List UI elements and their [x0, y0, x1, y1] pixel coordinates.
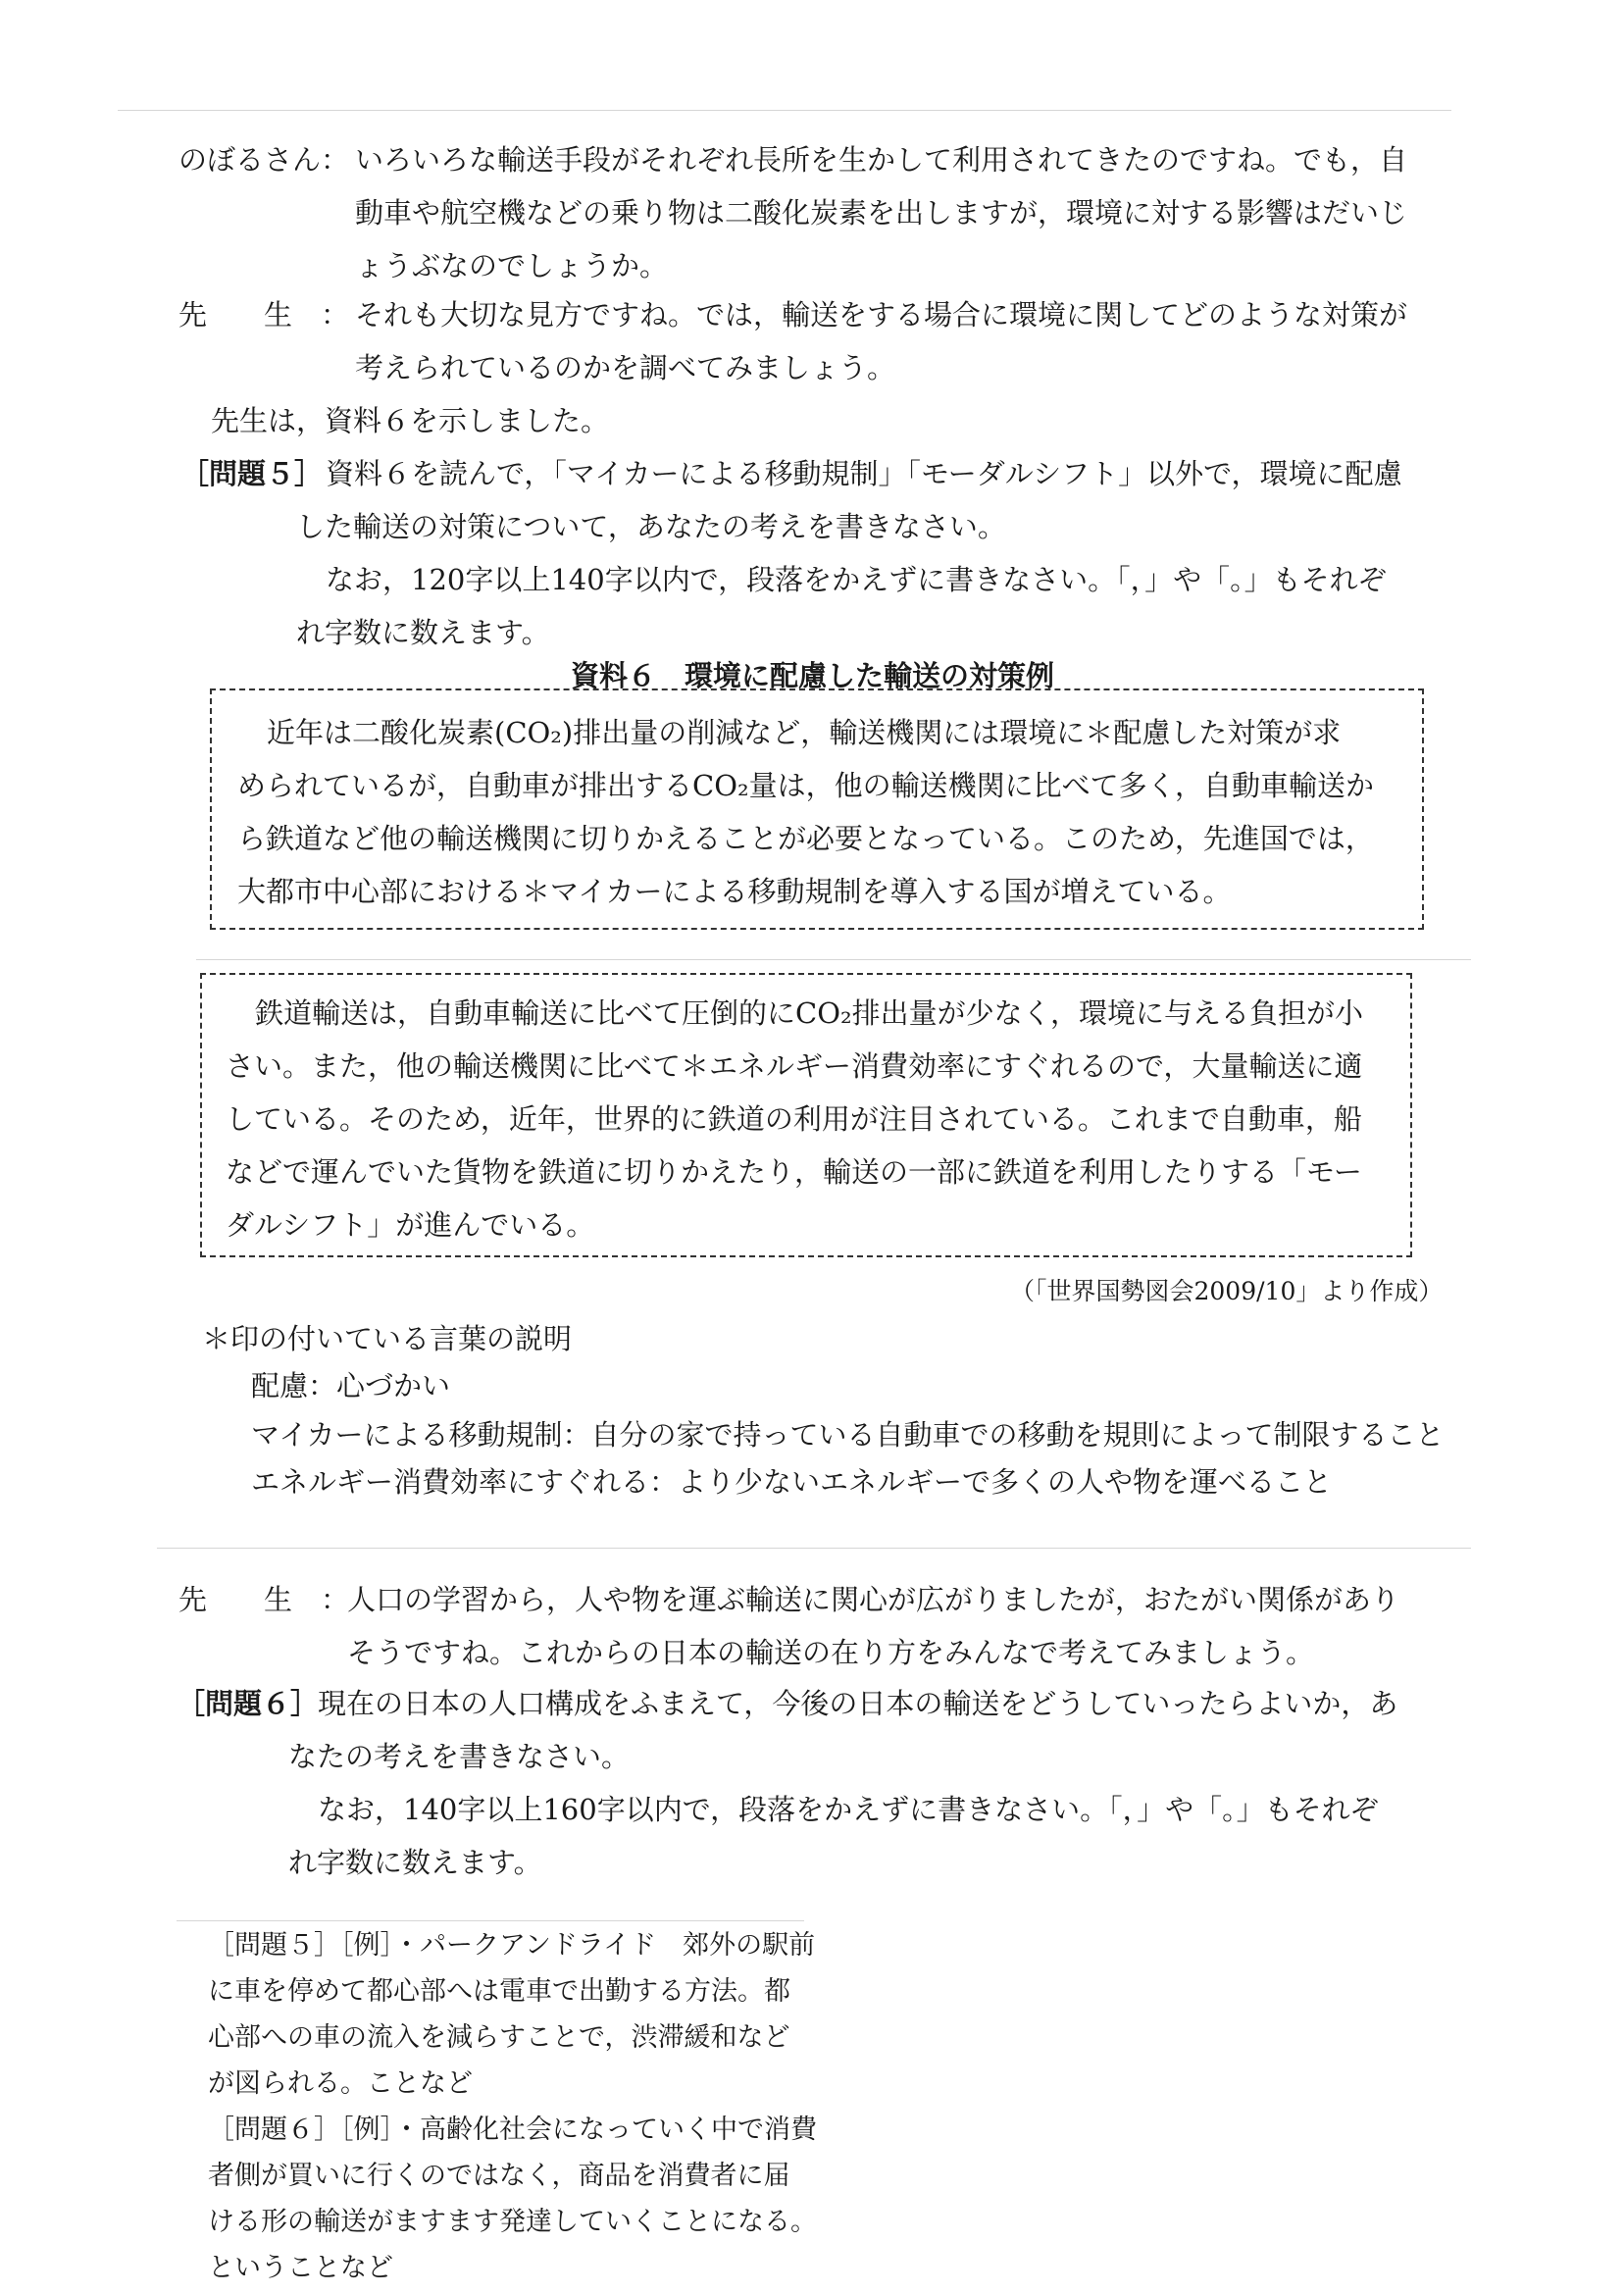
- answer-line-3: 心部への車の流入を減らすことで，渋滞緩和など: [208, 2022, 790, 2053]
- dialogue3-line-2: そうですね。これからの日本の輸送の在り方をみんなで考えてみましょう。: [347, 1636, 1315, 1669]
- box2-line-3: している。そのため，近年，世界的に鉄道の利用が注目されている。これまで自動車，船: [226, 1102, 1362, 1136]
- q6-line-1: 現在の日本の人口構成をふまえて，今後の日本の輸送をどうしていったらよいか，あ: [318, 1687, 1398, 1720]
- answer-line-4: が図られる。ことなど: [208, 2068, 473, 2099]
- box1-line-4: 大都市中心部における＊マイカーによる移動規制を導入する国が増えている。: [237, 875, 1232, 908]
- dialogue1-line-3: ょうぶなのでしょうか。: [355, 249, 669, 282]
- answer-line-1: ［問題５］［例］・パークアンドライド 郊外の駅前: [208, 1930, 816, 1961]
- dialogue2-line-2: 考えられているのかを調べてみましょう。: [355, 351, 896, 384]
- glossary-heading: ＊印の付いている言葉の説明: [202, 1322, 573, 1355]
- answer-line-2: に車を停めて都心部へは電車で出勤する方法。都: [208, 1976, 790, 2007]
- scan-edge-mid2: [157, 1548, 1471, 1549]
- narration: 先生は，資料６を示しました。: [211, 404, 610, 437]
- glossary-item-2: マイカーによる移動規制：自分の家で持っている自動車での移動を規則によって制限すること: [251, 1418, 1445, 1452]
- material-source: （「世界国勢図会2009/10」より作成）: [1010, 1277, 1444, 1305]
- box2-line-1: 鉄道輸送は，自動車輸送に比べて圧倒的にCO₂排出量が少なく，環境に与える負担が小: [255, 996, 1364, 1030]
- box1-line-1: 近年は二酸化炭素(CO₂)排出量の削減など，輸送機関には環境に＊配慮した対策が求: [267, 716, 1342, 749]
- dialogue3-speaker: 先 生 ：: [178, 1583, 350, 1616]
- box1-line-3: ら鉄道など他の輸送機関に切りかえることが必要となっている。このため，先進国では，: [237, 822, 1374, 855]
- scan-edge-bottom: [177, 1920, 804, 1921]
- material-title: 資料６ 環境に配慮した輸送の対策例: [571, 659, 1055, 692]
- q6-label: ［問題６］: [177, 1687, 320, 1720]
- scan-edge-top: [118, 110, 1451, 111]
- dialogue2-line-1: それも大切な見方ですね。では，輸送をする場合に環境に関してどのような対策が: [355, 298, 1408, 331]
- scan-edge-mid1: [196, 959, 1471, 960]
- dialogue1-speaker: のぼるさん：: [178, 143, 350, 177]
- q5-line-1: 資料６を読んで，「マイカーによる移動規制」「モーダルシフト」以外で，環境に配慮: [326, 457, 1402, 490]
- glossary-item-1: 配慮：心づかい: [251, 1369, 451, 1402]
- dialogue1-line-1: いろいろな輸送手段がそれぞれ長所を生かして利用されてきたのですね。でも，自: [355, 143, 1408, 177]
- dialogue1-line-2: 動車や航空機などの乗り物は二酸化炭素を出しますが，環境に対する影響はだいじ: [355, 196, 1408, 229]
- q6-line-3: なお，140字以上160字以内で，段落をかえずに書きなさい。「，」や「。」もそれぞ: [318, 1793, 1379, 1826]
- q5-line-2: した輸送の対策について，あなたの考えを書きなさい。: [296, 510, 1006, 543]
- glossary-item-3: エネルギー消費効率にすぐれる：より少ないエネルギーで多くの人や物を運べること: [251, 1465, 1333, 1499]
- q5-line-4: れ字数に数えます。: [296, 616, 550, 649]
- box2-line-2: さい。また，他の輸送機関に比べて＊エネルギー消費効率にすぐれるので，大量輸送に適: [226, 1049, 1363, 1083]
- answer-line-6: 者側が買いに行くのではなく，商品を消費者に届: [208, 2161, 790, 2191]
- box2-line-5: ダルシフト」が進んでいる。: [226, 1208, 595, 1242]
- box1-line-2: められているが，自動車が排出するCO₂量は，他の輸送機関に比べて多く，自動車輸送か: [237, 769, 1375, 802]
- answer-line-8: ということなど: [208, 2253, 393, 2283]
- dialogue3-line-1: 人口の学習から，人や物を運ぶ輸送に関心が広がりましたが，おたがい関係があり: [347, 1583, 1400, 1616]
- q6-line-2: なたの考えを書きなさい。: [288, 1740, 631, 1773]
- answer-line-7: ける形の輸送がますます発達していくことになる。: [208, 2207, 817, 2237]
- q5-label: ［問題５］: [180, 457, 324, 490]
- material-box-2: [200, 973, 1412, 1257]
- q5-line-3: なお，120字以上140字以内で，段落をかえずに書きなさい。「，」や「。」もそれぞ: [326, 563, 1387, 596]
- dialogue2-speaker: 先 生 ：: [178, 298, 350, 331]
- answer-line-5: ［問題６］［例］・高齢化社会になっていく中で消費: [208, 2115, 817, 2145]
- material-box-1: [210, 688, 1424, 930]
- q6-line-4: れ字数に数えます。: [288, 1846, 542, 1879]
- box2-line-4: などで運んでいた貨物を鉄道に切りかえたり，輸送の一部に鉄道を利用したりする「モー: [226, 1155, 1362, 1189]
